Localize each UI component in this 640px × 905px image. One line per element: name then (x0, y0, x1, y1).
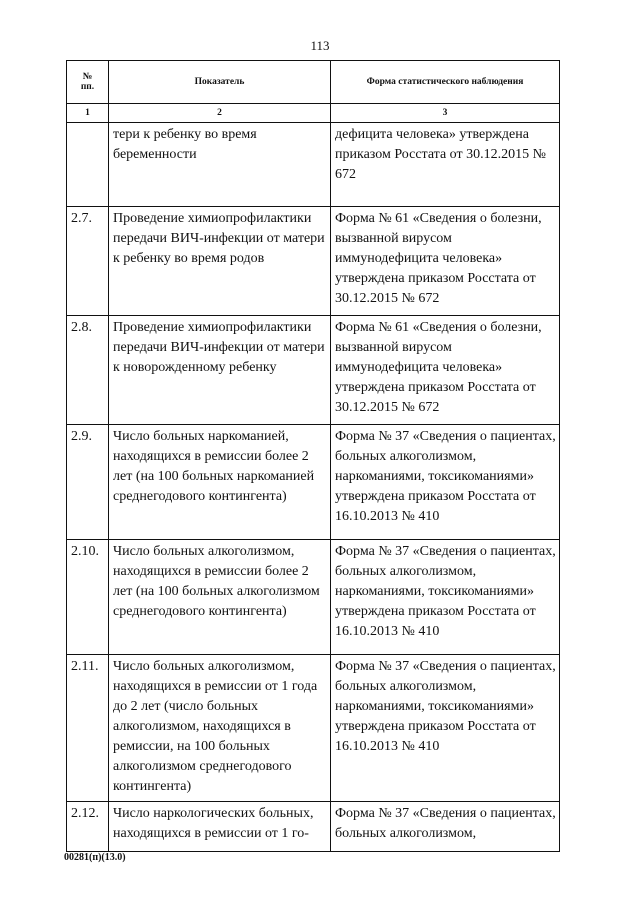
column-number-row (67, 104, 560, 123)
column-number: 3 (331, 104, 560, 123)
row-indicator: Число наркологических больных, находящихся в ремиссии от 1 го- (109, 802, 331, 852)
table-row (67, 123, 560, 207)
row-number: 2.8. (67, 316, 109, 425)
page-number: 113 (310, 38, 330, 53)
row-indicator: Число больных алкоголизмом, находящихся в ремиссии более 2 лет (на 100 больных алкоголизмом среднегодового контингента) (109, 540, 331, 655)
row-number: 2.12. (67, 802, 109, 852)
row-indicator: Число больных наркоманией, находящихся в ремиссии более 2 лет (на 100 больных наркоманией среднегодового контингента) (109, 425, 331, 540)
row-form: Форма № 61 «Сведения о болезни, вызванной вирусом иммунодефицита человека» утверждена приказом Росстата от 30.12.2015 № 672 (331, 316, 560, 425)
column-number: 1 (67, 104, 109, 123)
row-form: дефицита человека» утверждена приказом Росстата от 30.12.2015 № 672 (331, 123, 560, 207)
header-indicator: Показатель (109, 61, 331, 104)
table-row (67, 207, 560, 316)
row-indicator: Проведение химиопрофилактики передачи ВИЧ-инфекции от матери к ребенку во время родов (109, 207, 331, 316)
document-code: 00281(п)(13.0) (64, 852, 126, 863)
header-form: Форма статистического наблюдения (331, 61, 560, 104)
row-form: Форма № 37 «Сведения о пациентах, больных алкоголизмом, наркоманиями, токсикоманиями» утверждена приказом Росстата от 16.10.2013 № 410 (331, 655, 560, 802)
table-row (67, 425, 560, 540)
row-number (67, 123, 109, 207)
table-row (67, 540, 560, 655)
row-indicator: тери к ребенку во время беременности (109, 123, 331, 207)
row-number: 2.10. (67, 540, 109, 655)
row-form: Форма № 37 «Сведения о пациентах, больных алкоголизмом, наркоманиями, токсикоманиями» утверждена приказом Росстата от 16.10.2013 № 410 (331, 425, 560, 540)
row-number: 2.7. (67, 207, 109, 316)
table-row (67, 316, 560, 425)
row-number: 2.11. (67, 655, 109, 802)
row-indicator: Число больных алкоголизмом, находящихся в ремиссии от 1 года до 2 лет (число больных алкоголизмом, находящихся в ремиссии, на 100 больных алкоголизмом среднегодового контингента) (109, 655, 331, 802)
table-row (67, 655, 560, 802)
table-row (67, 802, 560, 852)
row-form: Форма № 61 «Сведения о болезни, вызванной вирусом иммунодефицита человека» утверждена приказом Росстата от 30.12.2015 № 672 (331, 207, 560, 316)
row-form: Форма № 37 «Сведения о пациентах, больных алкоголизмом, (331, 802, 560, 852)
row-number: 2.9. (67, 425, 109, 540)
statistics-table (66, 60, 560, 852)
table-header-row (67, 61, 560, 104)
header-number: № пп. (67, 61, 109, 104)
column-number: 2 (109, 104, 331, 123)
row-form: Форма № 37 «Сведения о пациентах, больных алкоголизмом, наркоманиями, токсикоманиями» утверждена приказом Росстата от 16.10.2013 № 410 (331, 540, 560, 655)
row-indicator: Проведение химиопрофилактики передачи ВИЧ-инфекции от матери к новорожденному ребенку (109, 316, 331, 425)
